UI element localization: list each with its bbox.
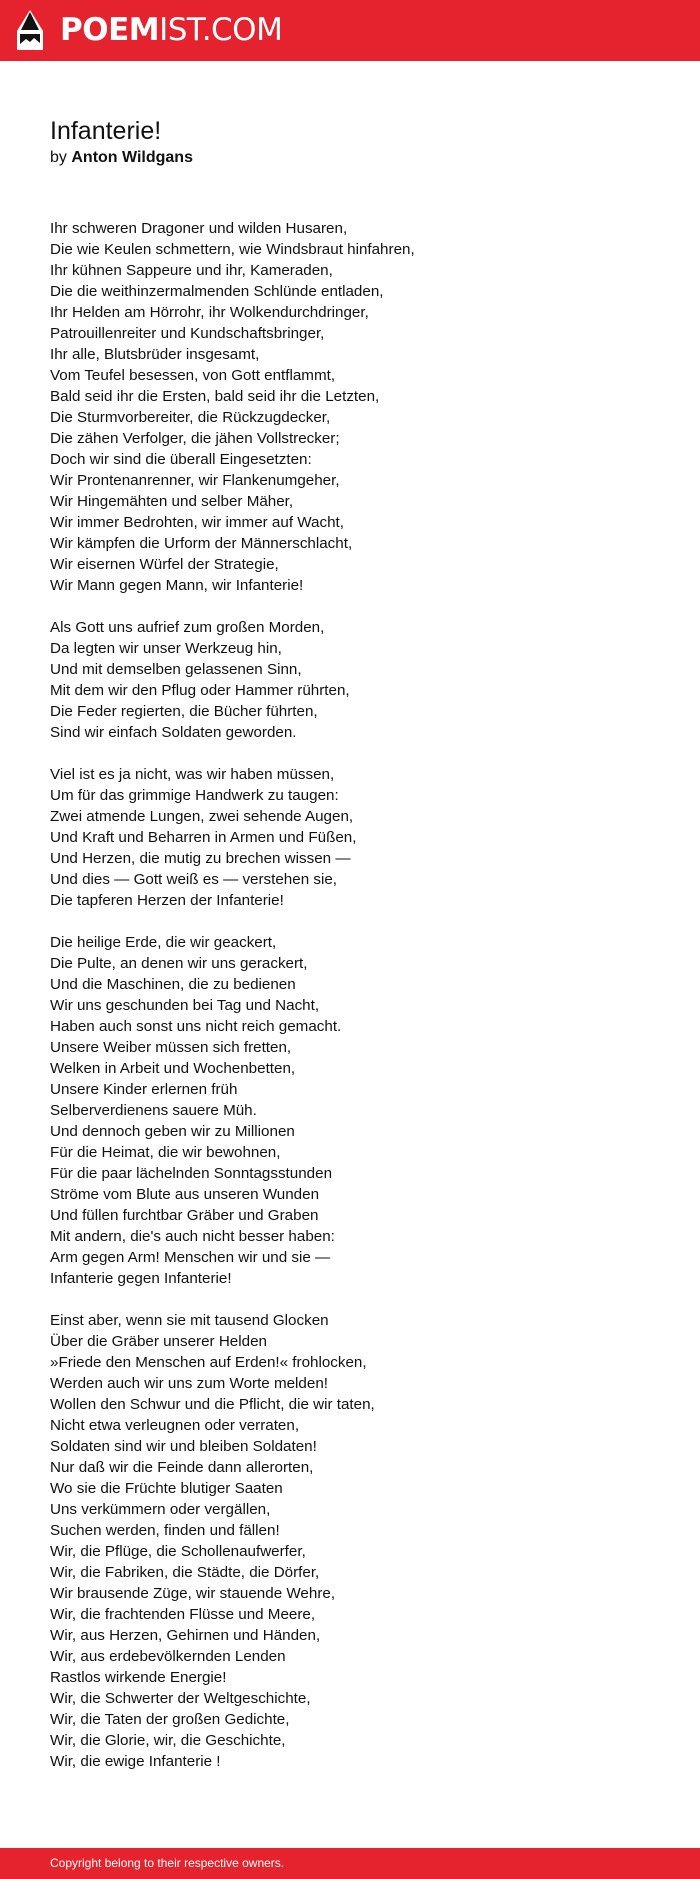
logo-text-bold: POEM [60,12,160,48]
poem-line: Wir immer Bedrohten, wir immer auf Wacht, [50,514,344,531]
poem-line: Als Gott uns aufrief zum großen Morden, [50,619,325,636]
poem-line: Wir, die Fabriken, die Städte, die Dörfer, [50,1564,320,1581]
poem-line: Wir uns geschunden bei Tag und Nacht, [50,997,320,1014]
poem-line: Die Pulte, an denen wir uns gerackert, [50,955,308,972]
poem-line: Ihr alle, Blutsbrüder insgesamt, [50,346,260,363]
poem-line: Für die paar lächelnden Sonntagsstunden [50,1165,333,1182]
poem-line: Die heilige Erde, die wir geackert, [50,934,277,951]
poem-line: Wollen den Schwur und die Pflicht, die wir taten, [50,1396,375,1413]
poem-line: Nur daß wir die Feinde dann allerorten, [50,1459,314,1476]
poem-line: Suchen werden, finden und fällen! [50,1522,280,1539]
poem-line: Die zähen Verfolger, die jähen Vollstrecker; [50,430,340,447]
poem-line: Bald seid ihr die Ersten, bald seid ihr die Letzten, [50,388,380,405]
poem-line: Selberverdienens sauere Müh. [50,1102,257,1119]
poem-line: Zwei atmende Lungen, zwei sehende Augen, [50,808,354,825]
poem-line: Wir eisernen Würfel der Strategie, [50,556,279,573]
poem-line: Die Sturmvorbereiter, die Rückzugdecker, [50,409,331,426]
poem-line: Wir kämpfen die Urform der Männerschlacht, [50,535,353,552]
poem-line: Vom Teufel besessen, von Gott entflammt, [50,367,336,384]
logo-text-light: IST.COM [159,12,283,48]
poem-line: Einst aber, wenn sie mit tausend Glocken [50,1312,329,1329]
poem-line: Werden auch wir uns zum Worte melden! [50,1375,328,1392]
poem-line: Viel ist es ja nicht, was wir haben müssen, [50,766,335,783]
poem-line: Und die Maschinen, die zu bedienen [50,976,296,993]
poem-line: Und Herzen, die mutig zu brechen wissen — [50,850,351,867]
poem-line: Wir, die Taten der großen Gedichte, [50,1711,290,1728]
poem-line: Wir, die Pflüge, die Schollenaufwerfer, [50,1543,306,1560]
poem-line: Wir brausende Züge, wir stauende Wehre, [50,1585,336,1602]
poem-line: »Friede den Menschen auf Erden!« frohlocken, [50,1354,367,1371]
poem-stanza [50,1310,650,1772]
poem-line: Ströme vom Blute aus unseren Wunden [50,1186,320,1203]
poem-line: Rastlos wirkende Energie! [50,1669,227,1686]
poem-line: Doch wir sind die überall Eingesetzten: [50,451,312,468]
poem-line: Ihr schweren Dragoner und wilden Husaren, [50,220,348,237]
poem-line: Und Kraft und Beharren in Armen und Füßen, [50,829,357,846]
poem-line: Wir, die Glorie, wir, die Geschichte, [50,1732,286,1749]
poem-byline [50,147,193,169]
poem-title: Infanterie! [50,117,162,145]
poem-line: Die wie Keulen schmettern, wie Windsbraut hinfahren, [50,241,415,258]
poem-line: Nicht etwa verleugnen oder verraten, [50,1417,300,1434]
poem-line: Wir, die Schwerter der Weltgeschichte, [50,1690,311,1707]
copyright-notice: Copyright belong to their respective owners. [50,1856,285,1870]
poem-line: Infanterie gegen Infanterie! [50,1270,232,1287]
poem-line: Und füllen furchtbar Gräber und Graben [50,1207,319,1224]
poem-line: Wo sie die Früchte blutiger Saaten [50,1480,283,1497]
poem-line: Die tapferen Herzen der Infanterie! [50,892,284,909]
poem-line: Um für das grimmige Handwerk zu taugen: [50,787,339,804]
poem-line: Unsere Weiber müssen sich fretten, [50,1039,292,1056]
poem-line: Sind wir einfach Soldaten geworden. [50,724,297,741]
poem-line: Mit andern, die's auch nicht besser haben: [50,1228,335,1245]
poem-line: Haben auch sonst uns nicht reich gemacht. [50,1018,342,1035]
poem-line: Wir, aus erdebevölkernden Lenden [50,1648,286,1665]
poem-stanza [50,218,650,596]
poem-line: Für die Heimat, die wir bewohnen, [50,1144,281,1161]
poem-line: Arm gegen Arm! Menschen wir und sie — [50,1249,331,1266]
poem-stanza [50,932,650,1289]
poem-line: Patrouillenreiter und Kundschaftsbringer, [50,325,325,342]
poem-line: Und dies — Gott weiß es — verstehen sie, [50,871,337,888]
poem-line: Wir Hingemähten und selber Mäher, [50,493,294,510]
poem-stanza [50,764,650,911]
poem-line: Da legten wir unser Werkzeug hin, [50,640,282,657]
poem-line: Wir Mann gegen Mann, wir Infanterie! [50,577,304,594]
pen-nib-logo-icon[interactable] [16,9,44,53]
by-label: by [50,149,67,166]
poem-line: Die Feder regierten, die Bücher führten, [50,703,318,720]
poem-line: Wir, die ewige Infanterie ! [50,1753,221,1770]
site-header [0,0,700,61]
poem-line: Ihr Helden am Hörrohr, ihr Wolkendurchdringer, [50,304,369,321]
poem-line: Mit dem wir den Pflug oder Hammer rührten, [50,682,350,699]
poem-line: Unsere Kinder erlernen früh [50,1081,238,1098]
site-footer [0,1848,700,1879]
poem-line: Die die weithinzermalmenden Schlünde entladen, [50,283,384,300]
poem-body [50,218,650,1793]
poem-stanza [50,617,650,743]
poem-line: Ihr kühnen Sappeure und ihr, Kameraden, [50,262,333,279]
poem-line: Wir, aus Herzen, Gehirnen und Händen, [50,1627,321,1644]
poem-line: Über die Gräber unserer Helden [50,1333,267,1350]
poem-line: Und dennoch geben wir zu Millionen [50,1123,295,1140]
poem-line: Soldaten sind wir und bleiben Soldaten! [50,1438,317,1455]
poem-line: Welken in Arbeit und Wochenbetten, [50,1060,296,1077]
poem-line: Wir, die frachtenden Flüsse und Meere, [50,1606,316,1623]
site-logo-link[interactable] [60,10,282,50]
poem-author: Anton Wildgans [71,149,193,166]
poem-line: Uns verkümmern oder vergällen, [50,1501,271,1518]
poem-line: Wir Prontenanrenner, wir Flankenumgeher, [50,472,340,489]
poem-line: Und mit demselben gelassenen Sinn, [50,661,302,678]
